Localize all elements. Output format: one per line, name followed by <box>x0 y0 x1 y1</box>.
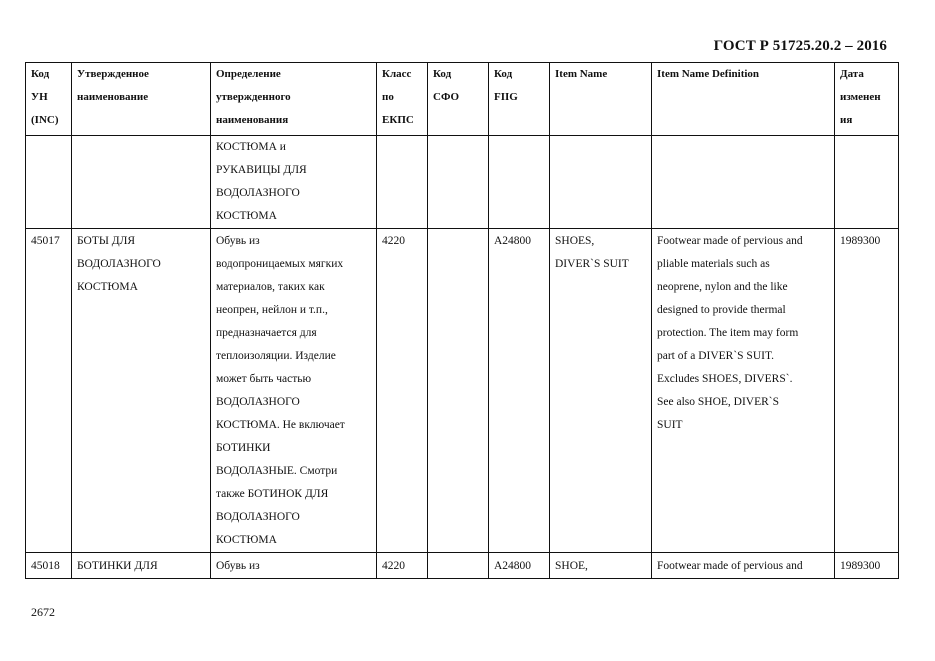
header-item-name: Item Name <box>550 63 652 136</box>
cell-code-fiig: A24800 <box>489 229 550 553</box>
table-row <box>26 229 899 553</box>
cell-code-un <box>26 136 72 229</box>
page-number: 2672 <box>31 605 55 619</box>
header-class-ekps: Класс по ЕКПС <box>377 63 428 136</box>
header-approved-name: Утвержденное наименование <box>72 63 211 136</box>
cell-item-name: SHOES, DIVER`S SUIT <box>550 229 652 553</box>
cell-item-name-definition: Footwear made of pervious and <box>652 553 835 579</box>
cell-item-name: SHOE, <box>550 553 652 579</box>
header-code-sfo: Код СФО <box>428 63 489 136</box>
cell-definition: Обувь из водопроницаемых мягких материалов, таких как неопрен, нейлон и т.п., предназначается для теплоизоляции. Изделие может быть частью ВОДОЛАЗНОГО КОСТЮМА. Не включает БОТИНКИ ВОДОЛАЗНЫЕ. Смотри также БОТИНОК ДЛЯ ВОДОЛАЗНОГО КОСТЮМА <box>211 229 377 553</box>
header-item-name-definition: Item Name Definition <box>652 63 835 136</box>
cell-definition: КОСТЮМА и РУКАВИЦЫ ДЛЯ ВОДОЛАЗНОГО КОСТЮМА <box>211 136 377 229</box>
cell-change-date: 1989300 <box>835 229 899 553</box>
cell-class-ekps: 4220 <box>377 229 428 553</box>
cell-approved-name <box>72 136 211 229</box>
cell-code-fiig <box>489 136 550 229</box>
cell-approved-name: БОТИНКИ ДЛЯ <box>72 553 211 579</box>
header-code-fiig: Код FIIG <box>489 63 550 136</box>
cell-code-un: 45018 <box>26 553 72 579</box>
cell-code-sfo <box>428 229 489 553</box>
cell-change-date <box>835 136 899 229</box>
cell-item-name-definition: Footwear made of pervious and pliable materials such as neoprene, nylon and the like designed to provide thermal protection. The item may form part of a DIVER`S SUIT. Excludes SHOES, DIVERS`. See also SHOE, DIVER`S SUIT <box>652 229 835 553</box>
header-code-un: Код УН (INC) <box>26 63 72 136</box>
cell-code-un: 45017 <box>26 229 72 553</box>
cell-code-fiig: A24800 <box>489 553 550 579</box>
table-row <box>26 553 899 579</box>
cell-item-name-definition <box>652 136 835 229</box>
cell-approved-name: БОТЫ ДЛЯ ВОДОЛАЗНОГО КОСТЮМА <box>72 229 211 553</box>
document-standard-title: ГОСТ Р 51725.20.2 – 2016 <box>713 38 887 54</box>
cell-code-sfo <box>428 136 489 229</box>
nomenclature-table <box>25 62 899 579</box>
cell-definition: Обувь из <box>211 553 377 579</box>
cell-change-date: 1989300 <box>835 553 899 579</box>
cell-item-name <box>550 136 652 229</box>
header-change-date: Дата изменен ия <box>835 63 899 136</box>
header-definition: Определение утвержденного наименования <box>211 63 377 136</box>
cell-class-ekps <box>377 136 428 229</box>
cell-class-ekps: 4220 <box>377 553 428 579</box>
table-header-row <box>26 63 899 136</box>
cell-code-sfo <box>428 553 489 579</box>
table-row <box>26 136 899 229</box>
